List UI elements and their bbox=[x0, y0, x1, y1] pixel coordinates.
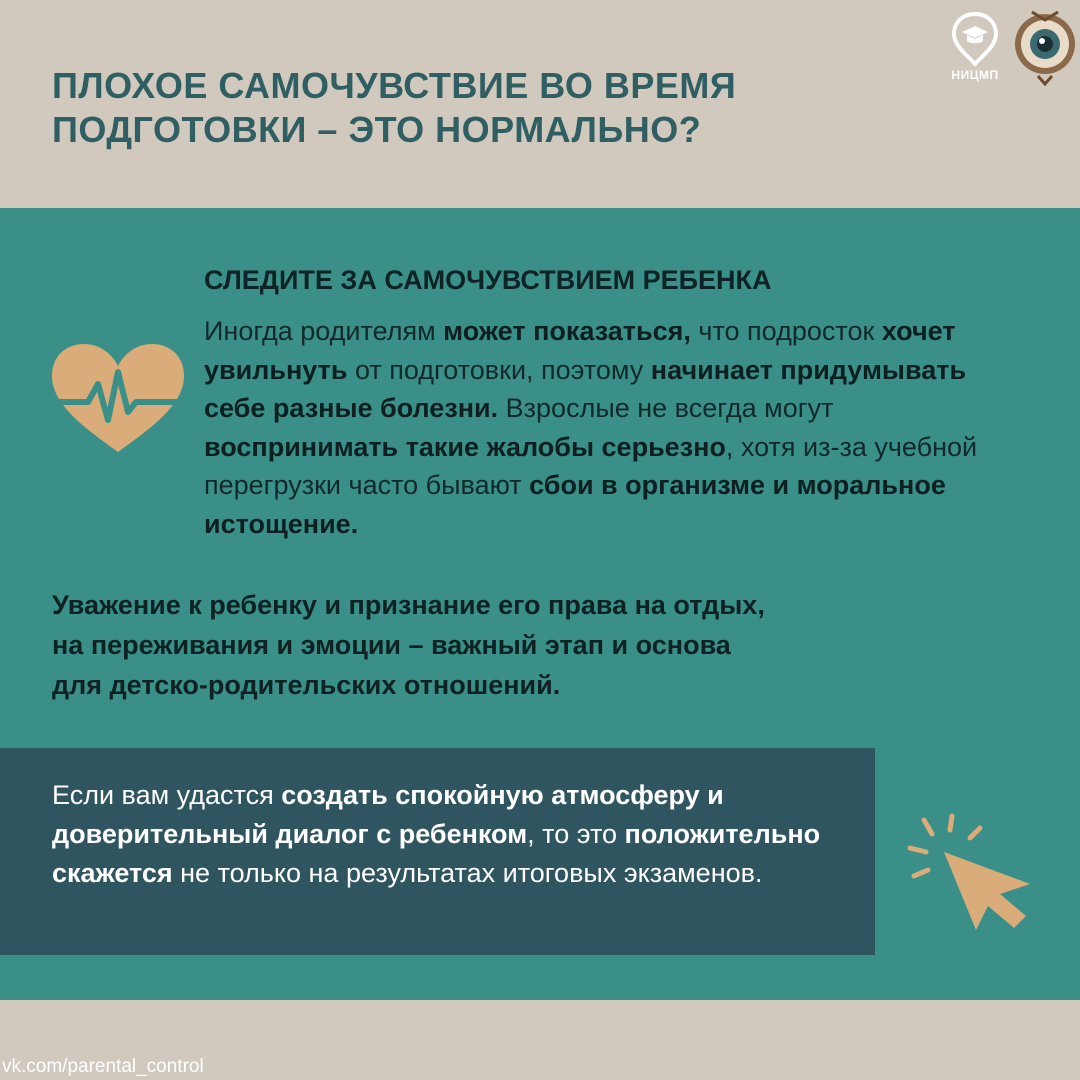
logos bbox=[944, 6, 1074, 86]
conclusion-text-segment: , то это bbox=[527, 819, 625, 849]
eye-emblem-logo bbox=[1012, 6, 1078, 86]
conclusion-text-segment: Если вам удастся bbox=[52, 780, 282, 810]
respect-line-2: на переживания и эмоции – важный этап и основа bbox=[52, 630, 731, 660]
graduation-cap-pin-icon bbox=[944, 8, 1006, 70]
card-text-segment: от подготовки, поэтому bbox=[347, 354, 651, 385]
respect-statement bbox=[52, 585, 952, 705]
respect-line-3: для детско-родительских отношений. bbox=[52, 670, 561, 700]
card-text-segment: Иногда родителям bbox=[204, 316, 444, 346]
heart-pulse-icon bbox=[48, 340, 188, 460]
card-text-emphasis: хочет увильнуть bbox=[204, 316, 956, 385]
conclusion-text-segment: не только на результатах итоговых экзаменов. bbox=[172, 858, 763, 888]
respect-line-1: Уважение к ребенку и признание его права на отдых, bbox=[52, 590, 765, 620]
nicmp-logo-text: НИЦМП bbox=[951, 68, 999, 82]
conclusion-text-emphasis: создать спокойную атмосферу и доверительный диалог с ребенком bbox=[52, 780, 724, 849]
card-text-segment: что подросток bbox=[690, 316, 882, 346]
card-text-emphasis: сбои в организме и моральное истощение. bbox=[204, 470, 946, 539]
page-title bbox=[52, 64, 912, 152]
card-text-emphasis: воспринимать такие жалобы серьезно bbox=[204, 431, 726, 462]
conclusion-text-emphasis: положительно скажется bbox=[52, 819, 821, 888]
eye-emblem-icon bbox=[1012, 6, 1078, 86]
card-text-emphasis: может показаться, bbox=[443, 316, 691, 346]
conclusion-text bbox=[52, 776, 852, 893]
footer-link[interactable]: vk.com/parental_control bbox=[2, 1056, 204, 1077]
nicmp-logo bbox=[944, 8, 1006, 86]
card-text-emphasis: начинает придумывать себе разные болезни. bbox=[204, 354, 967, 423]
title-line-1: ПЛОХОЕ САМОЧУВСТВИЕ ВО ВРЕМЯ bbox=[52, 65, 737, 106]
card-heading: СЛЕДИТЕ ЗА САМОЧУВСТВИЕМ РЕБЕНКА bbox=[204, 265, 772, 295]
card-body bbox=[204, 312, 1034, 543]
card-text-segment: , хотя из-за учебной перегрузки часто бывают bbox=[204, 431, 978, 500]
cursor-click-icon bbox=[900, 812, 1040, 932]
title-line-2: ПОДГОТОВКИ – ЭТО НОРМАЛЬНО? bbox=[52, 109, 702, 150]
card-text-segment: Взрослые не всегда могут bbox=[498, 393, 834, 423]
